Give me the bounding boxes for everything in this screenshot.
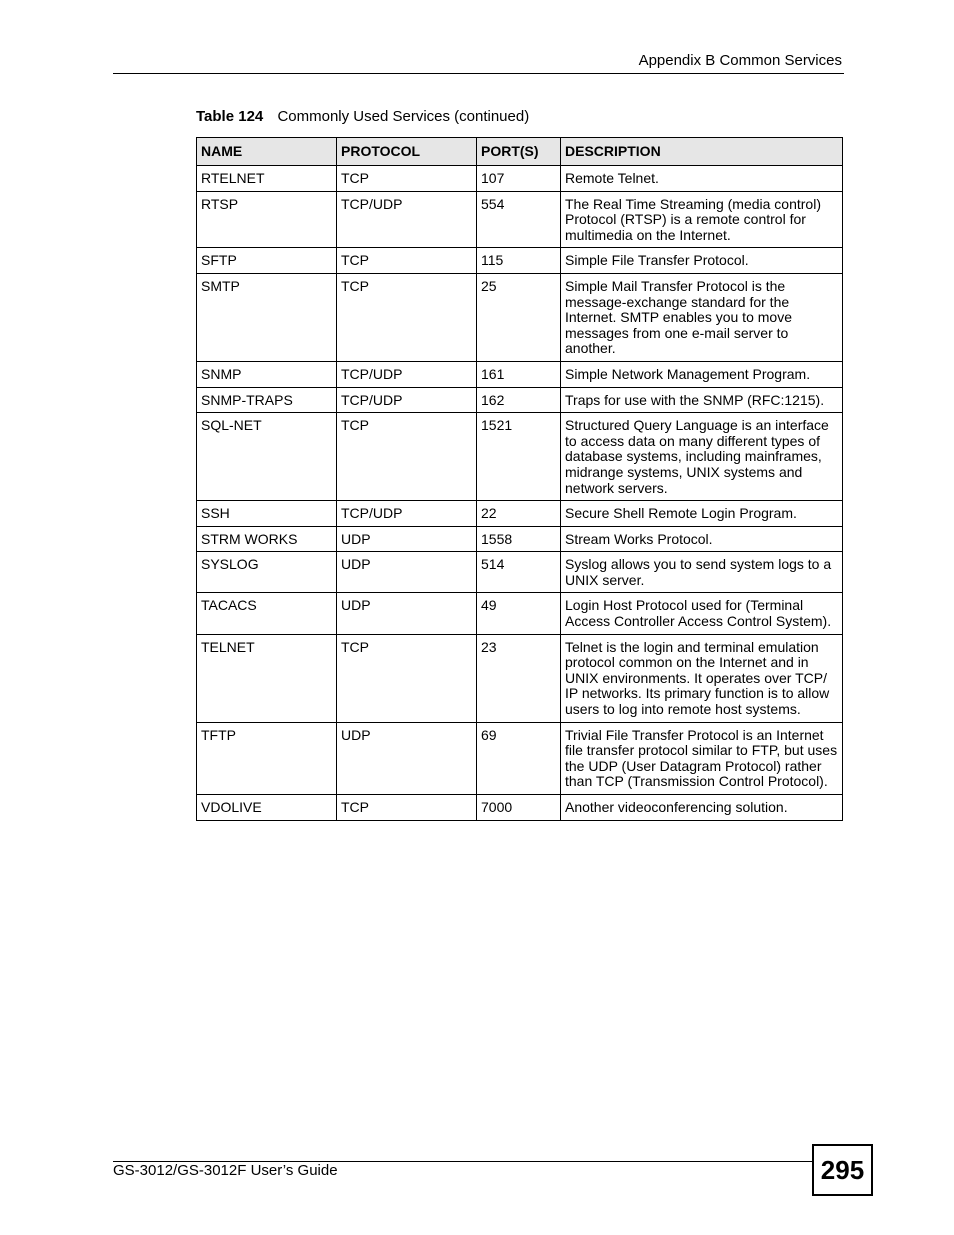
table-row <box>197 795 843 821</box>
table-row <box>197 273 843 361</box>
guide-title: GS-3012/GS-3012F User’s Guide <box>113 1162 338 1179</box>
cell-ports: 162 <box>477 387 561 413</box>
cell-description: Login Host Protocol used for (Terminal Access Controller Access Control System). <box>561 593 843 634</box>
cell-name: VDOLIVE <box>197 795 337 821</box>
running-header: Appendix B Common Services <box>638 52 842 69</box>
cell-name: TACACS <box>197 593 337 634</box>
cell-name: SQL-NET <box>197 413 337 501</box>
cell-protocol: TCP <box>337 634 477 722</box>
cell-description: Trivial File Transfer Protocol is an Internet file transfer protocol similar to FTP, but uses the UDP (User Datagram Protocol) rather than TCP (Transmission Control Protocol). <box>561 722 843 794</box>
table-row <box>197 166 843 192</box>
cell-protocol: UDP <box>337 526 477 552</box>
cell-description: Stream Works Protocol. <box>561 526 843 552</box>
table-row <box>197 722 843 794</box>
cell-name: SNMP <box>197 361 337 387</box>
cell-name: SMTP <box>197 273 337 361</box>
cell-description: Telnet is the login and terminal emulation protocol common on the Internet and in UNIX environments. It operates over TCP/ IP networks. Its primary function is to allow users to log into remote host systems. <box>561 634 843 722</box>
table-row <box>197 501 843 527</box>
column-header-ports: PORT(S) <box>477 138 561 166</box>
cell-ports: 514 <box>477 552 561 593</box>
cell-protocol: TCP <box>337 413 477 501</box>
cell-protocol: TCP/UDP <box>337 501 477 527</box>
cell-ports: 1521 <box>477 413 561 501</box>
cell-description: Secure Shell Remote Login Program. <box>561 501 843 527</box>
cell-ports: 23 <box>477 634 561 722</box>
cell-protocol: TCP <box>337 273 477 361</box>
cell-name: TELNET <box>197 634 337 722</box>
cell-description: Syslog allows you to send system logs to a UNIX server. <box>561 552 843 593</box>
cell-protocol: TCP <box>337 248 477 274</box>
table-number: Table 124 <box>196 108 264 125</box>
cell-name: STRM WORKS <box>197 526 337 552</box>
page-number: 295 <box>812 1144 873 1196</box>
cell-ports: 69 <box>477 722 561 794</box>
table-row <box>197 387 843 413</box>
services-table <box>196 137 843 821</box>
table-caption <box>196 108 529 125</box>
table-title: Commonly Used Services (continued) <box>277 108 530 125</box>
cell-protocol: UDP <box>337 722 477 794</box>
cell-name: SFTP <box>197 248 337 274</box>
table-row <box>197 526 843 552</box>
cell-ports: 25 <box>477 273 561 361</box>
table-row <box>197 552 843 593</box>
cell-ports: 1558 <box>477 526 561 552</box>
cell-description: Structured Query Language is an interface to access data on many different types of database systems, including mainframes, midrange systems, UNIX systems and network servers. <box>561 413 843 501</box>
table-row <box>197 191 843 248</box>
cell-description: Another videoconferencing solution. <box>561 795 843 821</box>
cell-description: Remote Telnet. <box>561 166 843 192</box>
cell-description: The Real Time Streaming (media control) Protocol (RTSP) is a remote control for multimedia on the Internet. <box>561 191 843 248</box>
column-header-name: NAME <box>197 138 337 166</box>
table-row <box>197 593 843 634</box>
cell-ports: 115 <box>477 248 561 274</box>
cell-name: TFTP <box>197 722 337 794</box>
column-header-protocol: PROTOCOL <box>337 138 477 166</box>
cell-ports: 161 <box>477 361 561 387</box>
cell-ports: 22 <box>477 501 561 527</box>
cell-description: Simple File Transfer Protocol. <box>561 248 843 274</box>
cell-protocol: UDP <box>337 593 477 634</box>
cell-ports: 7000 <box>477 795 561 821</box>
cell-description: Traps for use with the SNMP (RFC:1215). <box>561 387 843 413</box>
table-row <box>197 634 843 722</box>
cell-protocol: TCP/UDP <box>337 387 477 413</box>
cell-protocol: UDP <box>337 552 477 593</box>
cell-protocol: TCP <box>337 166 477 192</box>
table-row <box>197 361 843 387</box>
table-row <box>197 248 843 274</box>
header-rule <box>113 73 844 74</box>
cell-name: SNMP-TRAPS <box>197 387 337 413</box>
cell-name: SSH <box>197 501 337 527</box>
column-header-description: DESCRIPTION <box>561 138 843 166</box>
cell-protocol: TCP <box>337 795 477 821</box>
table-row <box>197 413 843 501</box>
cell-ports: 554 <box>477 191 561 248</box>
cell-name: RTELNET <box>197 166 337 192</box>
cell-protocol: TCP/UDP <box>337 191 477 248</box>
cell-protocol: TCP/UDP <box>337 361 477 387</box>
cell-description: Simple Mail Transfer Protocol is the message-exchange standard for the Internet. SMTP enables you to move messages from one e-mail server to another. <box>561 273 843 361</box>
cell-name: RTSP <box>197 191 337 248</box>
table-header-row <box>197 138 843 166</box>
cell-ports: 49 <box>477 593 561 634</box>
cell-name: SYSLOG <box>197 552 337 593</box>
cell-ports: 107 <box>477 166 561 192</box>
table-body <box>197 166 843 821</box>
cell-description: Simple Network Management Program. <box>561 361 843 387</box>
